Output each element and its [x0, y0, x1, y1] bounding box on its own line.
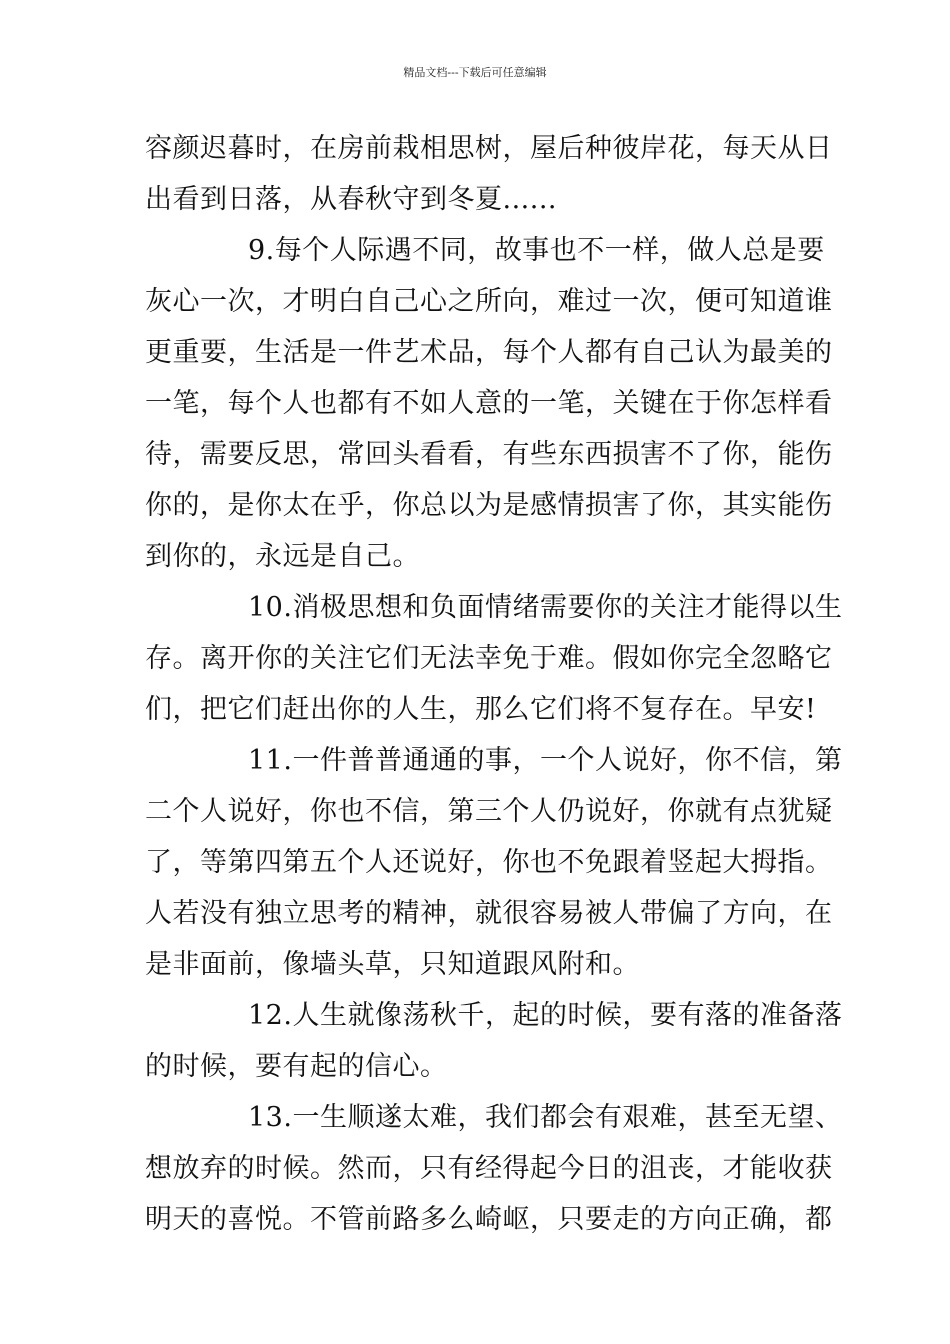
document-body: [145, 123, 843, 1245]
paragraph-start-line: 9.每个人际遇不同，故事也不一样，做人总是要: [248, 235, 825, 266]
text-line: 的时候，要有起的信心。: [145, 1051, 448, 1082]
text-line: 们，把它们赶出你的人生，那么它们将不复存在。早安!: [145, 694, 817, 725]
text-line: 存。离开你的关注它们无法幸免于难。假如你完全忽略它: [145, 643, 833, 674]
text-line: 出看到日落，从春秋守到冬夏......: [145, 184, 557, 215]
text-line: 你的，是你太在乎，你总以为是感情损害了你，其实能伤: [145, 490, 833, 521]
text-line: 待，需要反思，常回头看看，有些东西损害不了你，能伤: [145, 439, 833, 470]
text-line: 人若没有独立思考的精神，就很容易被人带偏了方向，在: [145, 898, 833, 929]
text-line: 二个人说好，你也不信，第三个人仍说好，你就有点犹疑: [145, 796, 833, 827]
text-line: 明天的喜悦。不管前路多么崎岖，只要走的方向正确，都: [145, 1204, 833, 1235]
text-line: 想放弃的时候。然而，只有经得起今日的沮丧，才能收获: [145, 1153, 833, 1184]
text-line: 更重要，生活是一件艺术品，每个人都有自己认为最美的: [145, 337, 833, 368]
text-line: 是非面前，像墙头草，只知道跟风附和。: [145, 949, 640, 980]
paragraph-start-line: 13.一生顺遂太难，我们都会有艰难，甚至无望、: [248, 1102, 843, 1133]
paragraph-start-line: 11.一件普普通通的事，一个人说好，你不信，第: [248, 745, 843, 776]
text-line: 容颜迟暮时，在房前栽相思树，屋后种彼岸花，每天从日: [145, 133, 833, 164]
page-header: 精品文档---下载后可任意编辑: [403, 66, 547, 79]
text-line: 到你的，永远是自己。: [145, 541, 420, 572]
text-line: 了，等第四第五个人还说好，你也不免跟着竖起大拇指。: [145, 847, 833, 878]
paragraph-start-line: 10.消极思想和负面情绪需要你的关注才能得以生: [248, 592, 843, 623]
text-line: 灰心一次，才明白自己心之所向，难过一次，便可知道谁: [145, 286, 833, 317]
text-line: 一笔，每个人也都有不如人意的一笔，关键在于你怎样看: [145, 388, 833, 419]
paragraph-start-line: 12.人生就像荡秋千，起的时候，要有落的准备落: [248, 1000, 843, 1031]
